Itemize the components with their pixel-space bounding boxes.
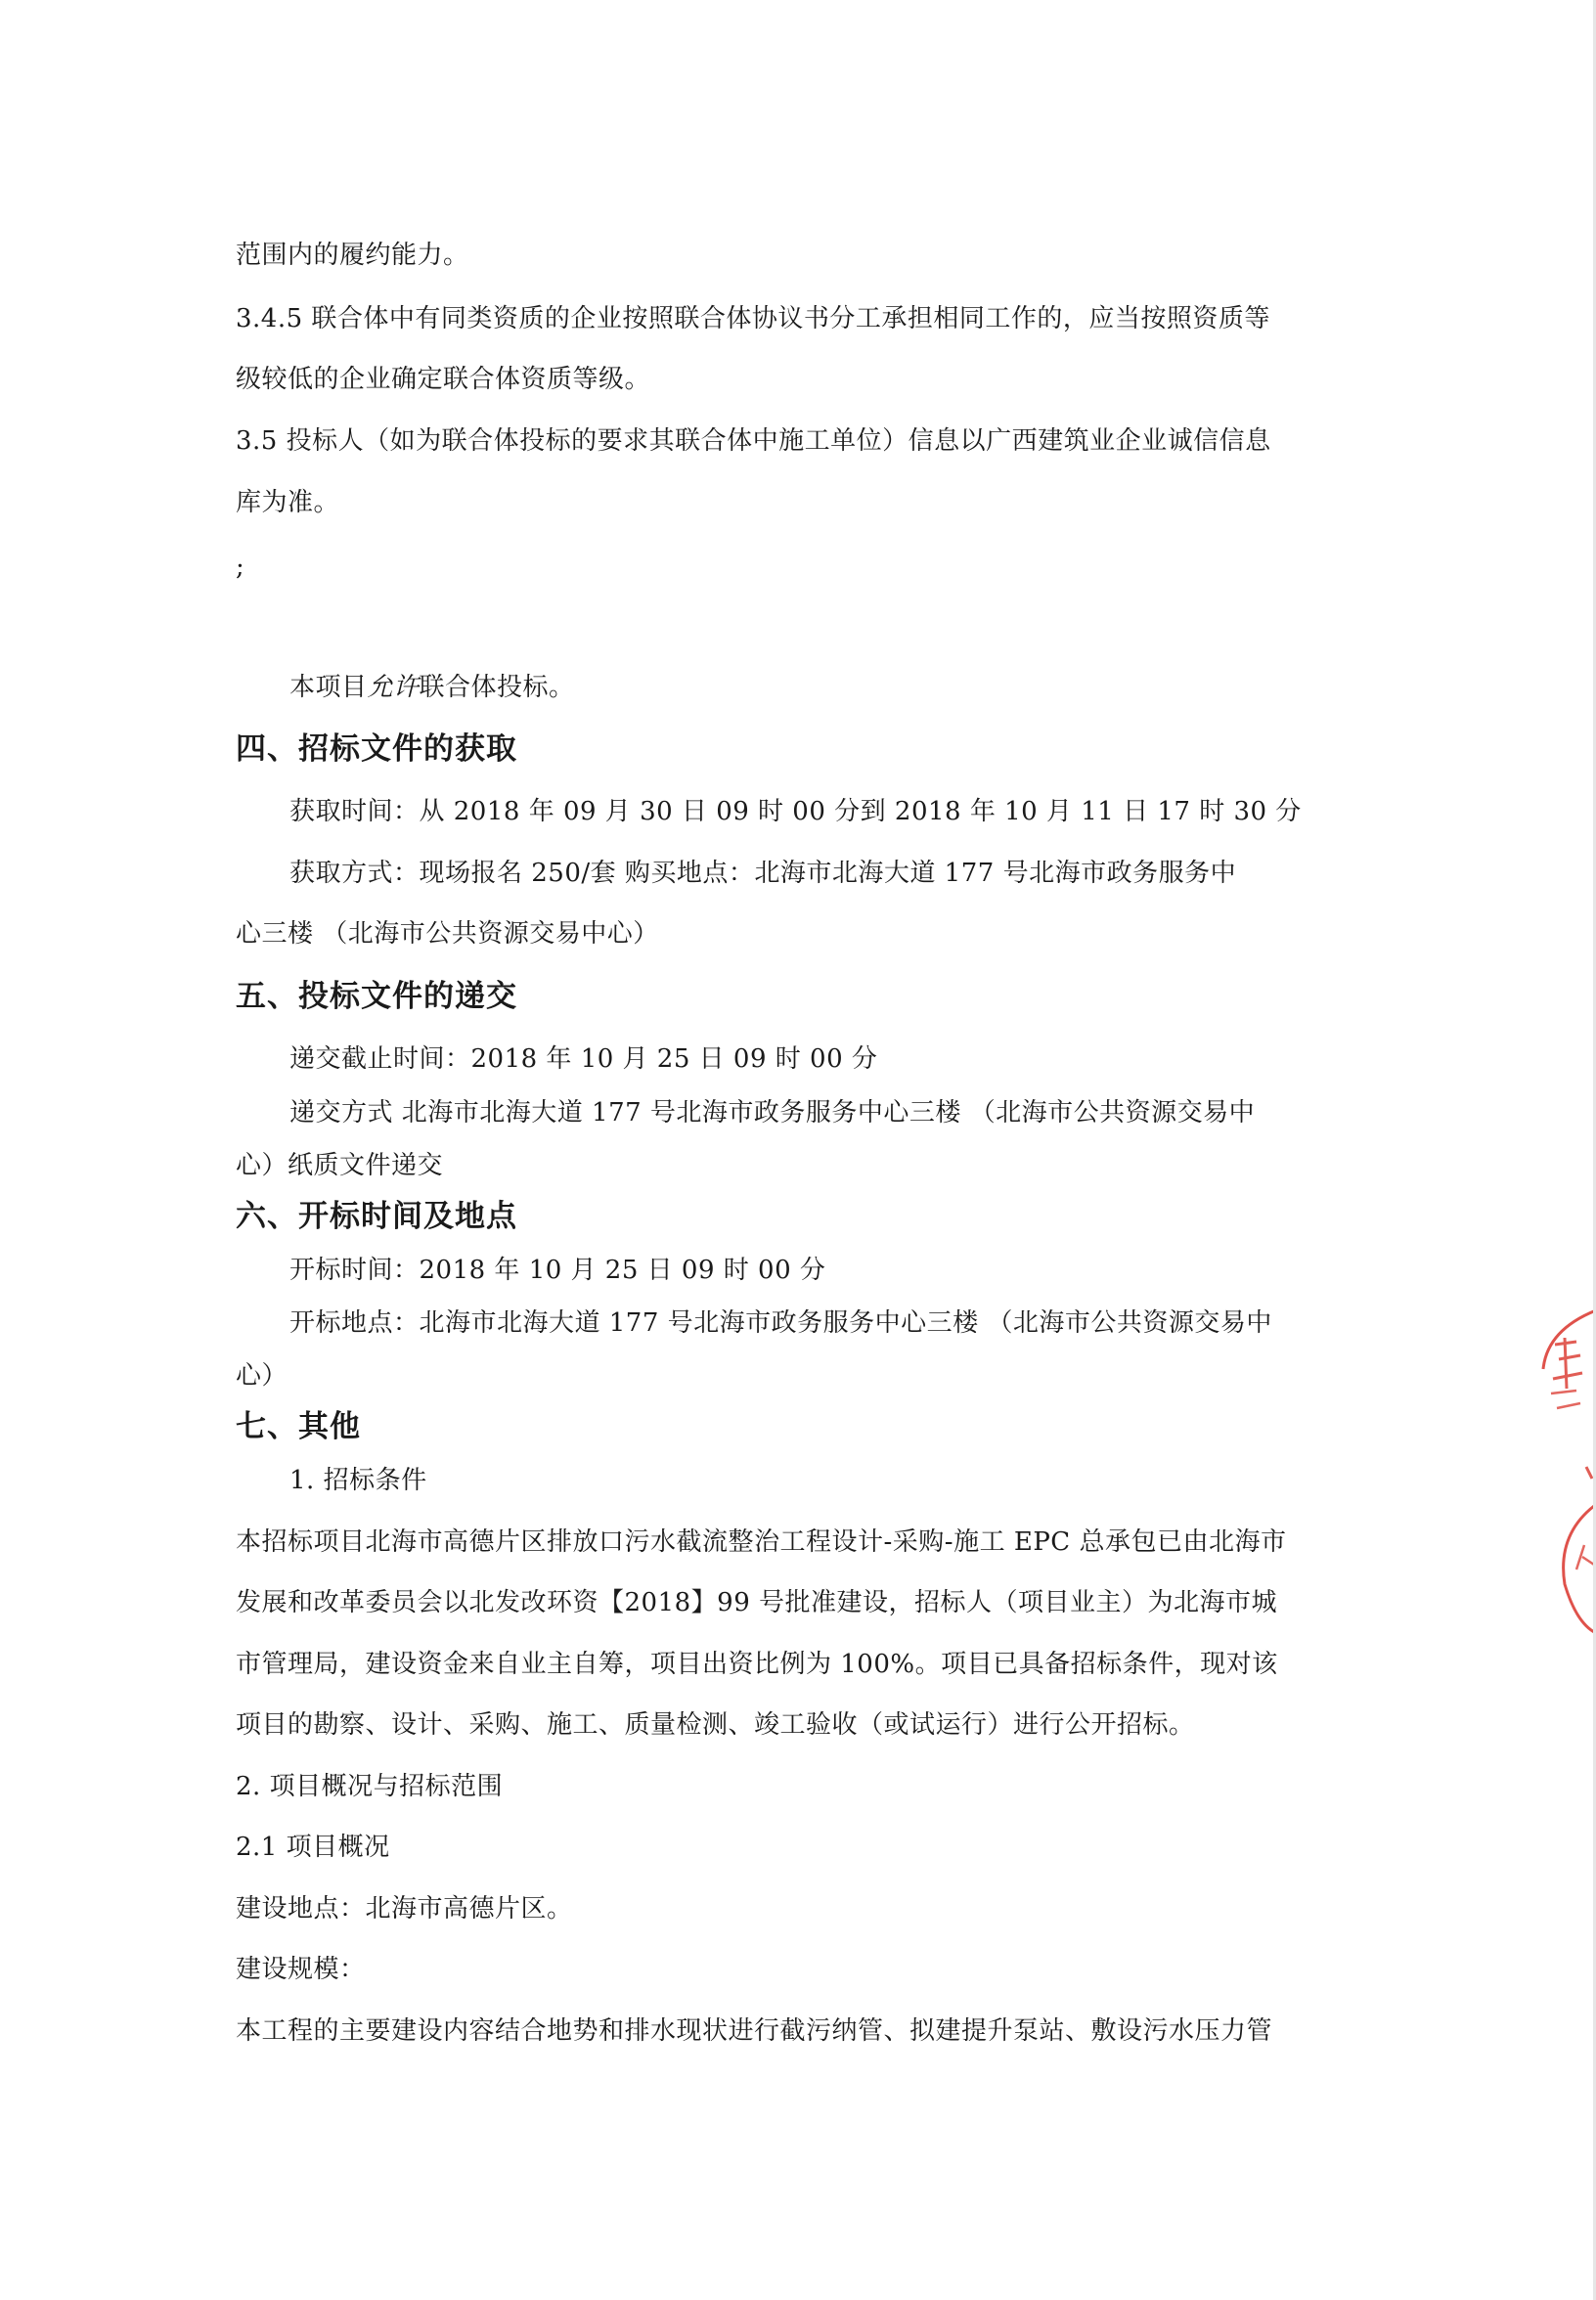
paragraph-line: 项目的勘察、设计、采购、施工、质量检测、竣工验收（或试运行）进行公开招标。 — [236, 1710, 1195, 1740]
text-span: 联合体投标。 — [419, 673, 575, 702]
paragraph-line: 级较低的企业确定联合体资质等级。 — [236, 365, 651, 394]
paragraph-line — [289, 671, 575, 704]
paragraph-line: 获取方式：现场报名 250/套 购买地点：北海市北海大道 177 号北海市政务服务中 — [289, 859, 1237, 888]
italic-text-span: 允许 — [367, 673, 420, 702]
paragraph-line: 获取时间：从 2018 年 09 月 30 日 09 时 00 分到 2018 年 10 月 11 日 17 时 30 分 — [289, 797, 1302, 826]
section-heading: 五、投标文件的递交 — [236, 979, 517, 1014]
paragraph-line: 市管理局，建设资金来自业主自筹，项目出资比例为 100%。项目已具备招标条件，现对该 — [236, 1650, 1278, 1679]
paragraph-line: 心三楼 （北海市公共资源交易中心） — [236, 919, 659, 949]
paragraph-line: 本招标项目北海市高德片区排放口污水截流整治工程设计-采购-施工 EPC 总承包已由北海市 — [236, 1527, 1287, 1557]
paragraph-line: 心） — [236, 1361, 288, 1391]
paragraph-line: 发展和改革委员会以北发改环资【2018】99 号批准建设，招标人（项目业主）为北海市城 — [236, 1588, 1278, 1617]
section-heading: 四、招标文件的获取 — [236, 731, 517, 767]
paragraph-line: 递交方式 北海市北海大道 177 号北海市政务服务中心三楼 （北海市公共资源交易中 — [289, 1098, 1256, 1128]
paragraph-line: 建设规模： — [236, 1955, 366, 1984]
paragraph-line: 库为准。 — [236, 488, 340, 517]
text-span: 本项目 — [289, 673, 368, 702]
paragraph-line: 建设地点：北海市高德片区。 — [236, 1894, 573, 1924]
seal-stamp-graphic — [1537, 1301, 1596, 1653]
paragraph-line: 本工程的主要建设内容结合地势和排水现状进行截污纳管、拟建提升泵站、敷设污水压力管 — [236, 2016, 1273, 2046]
paragraph-line: 2.1 项目概况 — [236, 1833, 390, 1862]
paragraph-line: 3.5 投标人（如为联合体投标的要求其联合体中施工单位）信息以广西建筑业企业诚信信息 — [236, 426, 1271, 456]
paragraph-line: 1. 招标条件 — [289, 1466, 427, 1495]
section-heading: 七、其他 — [236, 1409, 361, 1444]
paragraph-line: 递交截止时间：2018 年 10 月 25 日 09 时 00 分 — [289, 1044, 878, 1074]
red-seal-stamp — [1537, 1301, 1596, 1653]
paragraph-line: 2. 项目概况与招标范围 — [236, 1772, 504, 1801]
paragraph-line: 范围内的履约能力。 — [236, 241, 469, 270]
paragraph-line: 3.4.5 联合体中有同类资质的企业按照联合体协议书分工承担相同工作的，应当按照资质等 — [236, 304, 1270, 333]
paragraph-line: 开标时间：2018 年 10 月 25 日 09 时 00 分 — [289, 1256, 826, 1285]
section-heading: 六、开标时间及地点 — [236, 1199, 517, 1234]
paragraph-line: 心）纸质文件递交 — [236, 1151, 444, 1180]
paragraph-line: ; — [236, 553, 245, 582]
paragraph-line: 开标地点：北海市北海大道 177 号北海市政务服务中心三楼 （北海市公共资源交易中 — [289, 1308, 1272, 1338]
